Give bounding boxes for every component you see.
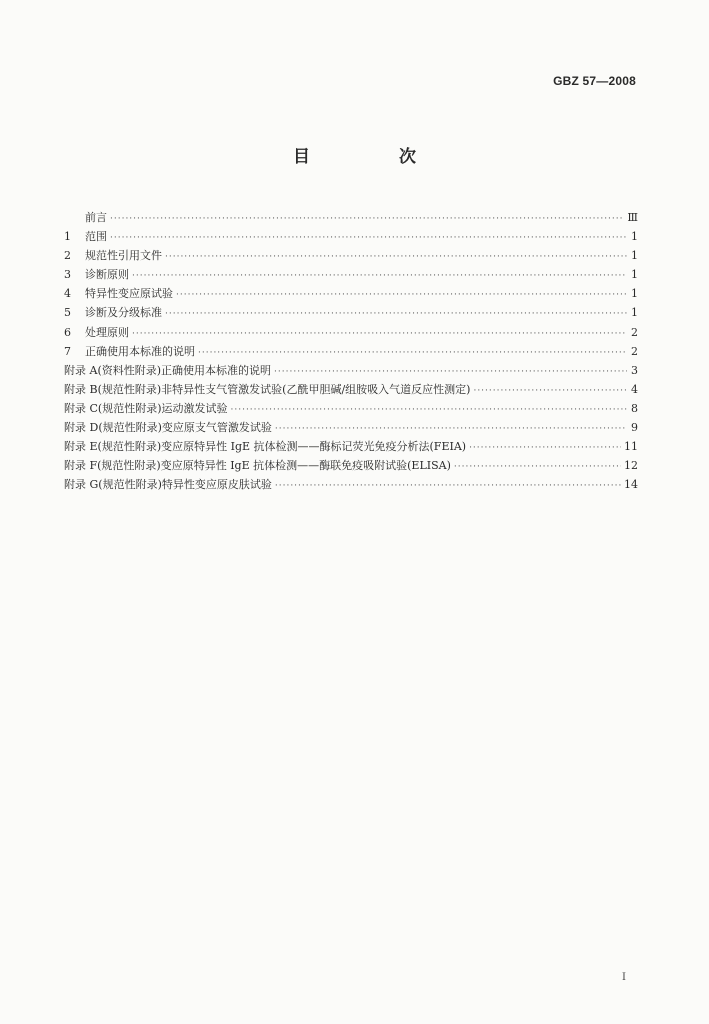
toc-dot-leader xyxy=(231,405,628,415)
toc-dot-leader xyxy=(110,214,624,224)
toc-dot-leader xyxy=(110,233,627,243)
toc-dot-leader xyxy=(165,309,627,319)
toc-entry-label: 附录 C(规范性附录)运动激发试验 xyxy=(64,401,228,415)
toc-entry-label: 范围 xyxy=(85,230,107,244)
toc-dot-leader xyxy=(132,329,627,339)
toc-entry[interactable] xyxy=(64,228,638,247)
toc-entry-label: 附录 B(规范性附录)非特异性支气管激发试验(乙酰甲胆碱/组胺吸入气道反应性测定) xyxy=(64,382,471,396)
toc-dot-leader xyxy=(275,424,627,434)
toc-entry-number: 6 xyxy=(64,325,71,339)
toc-entry-label: 前言 xyxy=(85,211,107,224)
toc-entry-page: 1 xyxy=(631,306,638,320)
toc-entry[interactable] xyxy=(64,400,638,419)
toc-entry-label: 处理原则 xyxy=(85,325,129,339)
toc-entry-page: 2 xyxy=(631,344,638,358)
toc-entry[interactable] xyxy=(64,247,638,266)
toc-entry[interactable] xyxy=(64,343,638,362)
toc-dot-leader xyxy=(198,348,627,358)
toc-entry-page: Ⅲ xyxy=(627,211,638,224)
toc-entry-label: 附录 E(规范性附录)变应原特异性 IgE 抗体检测——酶标记荧光免疫分析法(FEIA) xyxy=(64,440,467,454)
toc-entry-number: 7 xyxy=(64,344,71,358)
toc-entry-page: 12 xyxy=(624,459,638,473)
toc-entry[interactable] xyxy=(64,457,638,476)
toc-entry-label: 诊断原则 xyxy=(85,268,129,282)
toc-entry-page: 8 xyxy=(631,401,638,415)
toc-entry[interactable] xyxy=(64,285,638,304)
toc-entry-label: 特异性变应原试验 xyxy=(85,287,173,301)
toc-entry[interactable] xyxy=(64,438,638,457)
toc-entry[interactable] xyxy=(64,304,638,323)
toc-dot-leader xyxy=(454,462,621,472)
toc-entry[interactable] xyxy=(64,476,638,495)
toc-entry-page: 1 xyxy=(631,249,638,263)
toc-dot-leader xyxy=(132,271,627,281)
toc-dot-leader xyxy=(274,367,627,377)
table-of-contents xyxy=(64,209,638,495)
toc-entry-page: 9 xyxy=(631,421,638,435)
toc-entry-page: 11 xyxy=(624,440,638,454)
toc-entry-label: 诊断及分级标准 xyxy=(85,306,162,320)
toc-dot-leader xyxy=(165,252,627,262)
toc-title: 目 次 xyxy=(293,147,452,167)
toc-dot-leader xyxy=(473,386,627,396)
toc-entry-label: 规范性引用文件 xyxy=(85,249,162,263)
toc-entry-page: 1 xyxy=(631,230,638,244)
toc-dot-leader xyxy=(176,290,627,300)
standard-code: GBZ 57—2008 xyxy=(553,74,636,88)
toc-entry-label: 附录 F(规范性附录)变应原特异性 IgE 抗体检测——酶联免疫吸附试验(ELISA) xyxy=(64,459,451,473)
toc-entry-page: 4 xyxy=(631,382,638,396)
toc-entry-page: 14 xyxy=(624,478,638,492)
toc-entry-label: 附录 A(资料性附录)正确使用本标准的说明 xyxy=(64,363,272,377)
toc-entry-number: 3 xyxy=(64,268,71,282)
toc-entry-label: 附录 G(规范性附录)特异性变应原皮肤试验 xyxy=(64,478,272,492)
toc-entry[interactable] xyxy=(64,419,638,438)
toc-dot-leader xyxy=(275,481,621,491)
toc-entry-number: 1 xyxy=(64,230,71,244)
page-number: I xyxy=(622,972,626,983)
toc-entry-label: 正确使用本标准的说明 xyxy=(85,344,195,358)
toc-entry-label: 附录 D(规范性附录)变应原支气管激发试验 xyxy=(64,421,272,435)
toc-entry[interactable] xyxy=(64,266,638,285)
toc-entry-page: 1 xyxy=(631,287,638,301)
toc-entry[interactable] xyxy=(64,362,638,381)
toc-entry-page: 2 xyxy=(631,325,638,339)
toc-entry[interactable] xyxy=(64,324,638,343)
toc-entry-number: 5 xyxy=(64,306,71,320)
toc-entry[interactable] xyxy=(64,209,638,228)
toc-entry-page: 1 xyxy=(631,268,638,282)
toc-entry-number: 4 xyxy=(64,287,71,301)
toc-dot-leader xyxy=(469,443,621,453)
toc-entry-page: 3 xyxy=(631,363,638,377)
toc-entry[interactable] xyxy=(64,381,638,400)
toc-entry-number: 2 xyxy=(64,249,71,263)
